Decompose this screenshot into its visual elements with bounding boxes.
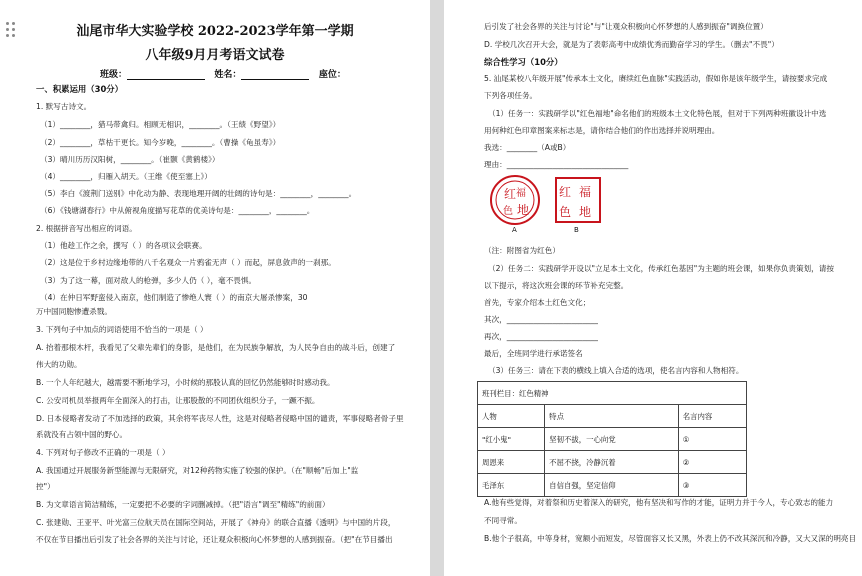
table-row [478, 428, 747, 451]
seal-b-char: 福 [579, 185, 592, 199]
answer-line[interactable]: 其次，________________________ [484, 315, 598, 324]
table-cell: 周恩来 [478, 451, 545, 474]
option-line: B.他个子很高，中等身材，宽额小而短发，尽管面容又长又黑，外表上仍不改其深沉和冷静，又大又深的明亮目 [484, 534, 857, 543]
question-line: （2）这是位于乡村边缘地带的八千名观众一片鸦雀无声（ ）而起，屏息敛声的一刹那。 [40, 258, 336, 267]
question-line: （3）晴川历历汉阳树，________。（崔颢《黄鹤楼》） [40, 155, 220, 164]
document-page-left [0, 0, 430, 576]
question-line: 控"） [36, 482, 55, 491]
page-gutter [430, 0, 444, 576]
exam-title-subject: 八年级9月月考语文试卷 [145, 48, 285, 63]
question-line: （5）李白《渡荆门送别》中化动为静、表现地理开阔的壮阔的诗句是：________，________。 [40, 189, 357, 198]
seal-a-char: 红 [504, 187, 517, 201]
seal-b-label: B [574, 226, 579, 234]
seal-b-char: 红 [559, 185, 572, 199]
seat-label: 座位： [318, 70, 346, 80]
question-line: （1）________，猎马带禽归。相顾无相识，________。（王绩《野望》） [40, 120, 281, 129]
option-line: A.他有些觉得，对着祭和历史着深入的研究，他有坚决和写作的才能，证明力并于今人，专心致志的能力 [484, 498, 834, 507]
table-cell: 自信自强，坚定信仰 [545, 474, 679, 497]
name-blank[interactable] [241, 70, 309, 80]
seal-a-char: 色 [503, 206, 513, 217]
seal-a-image [486, 174, 544, 226]
table-cell[interactable]: ① [678, 428, 746, 451]
question-line: 下列各项任务。 [484, 91, 538, 100]
question-line: C. 张建勋、王亚平、叶光富三位航天员在国际空间站，开展了《神舟》的联合直播《透明》与中国的片段， [36, 518, 396, 527]
question-line: （2）任务二：实践研学开设以"立足本土文化，传承红色基因"为主题的班会课，如果你负责策划，请按 [488, 264, 834, 273]
question-line: （4）________，归雁入胡天。（王维《使至塞上》） [40, 172, 212, 181]
question-line: 4. 下列对句子修改不正确的一项是（ ） [36, 448, 170, 457]
student-info-line [100, 67, 346, 80]
table-header-row [478, 405, 747, 428]
question-line: 首先，专家介绍本土红色文化； [484, 298, 591, 307]
seal-b-image [548, 174, 606, 226]
table-header: 名言内容 [678, 405, 746, 428]
question-line: 5. 汕尾某校八年级开展"传承本土文化，赓续红色血脉"实践活动，假如你是该年级学生，请按要求完成 [484, 74, 828, 83]
answer-line[interactable]: 再次，________________________ [484, 332, 598, 341]
question-line: A. 抬着那根木杆，我看见了父辈先辈们的身影，是他们，在为民族争解放，为人民争自由的战斗后，创建了 [36, 343, 396, 352]
question-line: B. 一个人年纪越大，越需要不断地学习，小时候的那股认真的回忆仍然能够时时感动我。 [36, 378, 335, 387]
question-line: D. 学校几次召开大会，就是为了表彰高考中成绩优秀而勤奋学习的学生。（删去"不畏"） [484, 40, 779, 49]
question-line: 用何种红色印章图案来标志是，请你结合他们的作出选择并说明理由。 [484, 126, 720, 135]
question-line: B. 为文章语言简洁精练，一定要把不必要的字词删减掉。（把"语言"调至"精练"的前面） [36, 500, 330, 509]
table-row [478, 474, 747, 497]
table-cell: "红小鬼" [478, 428, 545, 451]
question-line: 不仅在节目播出后引发了社会各界的关注与讨论，还让观众积极向心怀梦想的人感到振奋。（把"在节目播出 [36, 535, 393, 544]
exam-title-school: 汕尾市华大实验学校 2022-2023学年第一学期 [76, 24, 354, 39]
question-line: 以下提示，将这次班会课的环节补充完整。 [484, 281, 629, 290]
question-line: 系就没有占领中国的野心。 [36, 430, 128, 439]
seal-b-char: 色 [559, 205, 572, 219]
class-label: 班级： [100, 70, 128, 80]
seal-a-char: 福 [516, 188, 526, 199]
question-line: 3. 下列句子中加点的词语使用不恰当的一项是（ ） [36, 325, 208, 334]
question-line: C. 公安司机员举报两年全面深入的打击，让那股散的不同团伙组织分子，一蹶不振。 [36, 396, 320, 405]
question-line: （注：附图省为红色） [484, 246, 560, 255]
table-cell: 坚韧不拔，一心向党 [545, 428, 679, 451]
seal-a-char: 地 [517, 203, 530, 217]
question-line: （2）________，草枯干更长。知今岁晚，________。（曹操《龟虽寿》） [40, 138, 281, 147]
seal-b-char: 地 [579, 205, 592, 219]
question-line: （1）他趁工作之余，撰写（ ）的各项议会联赛。 [40, 241, 207, 250]
table-cell[interactable]: ② [678, 451, 746, 474]
section-heading: 综合性学习（10分） [484, 57, 563, 67]
table-row [478, 451, 747, 474]
question-line: 伟大的功勋。 [36, 360, 82, 369]
answer-choice-line[interactable]: 我选：________（A或B） [484, 143, 571, 152]
class-blank[interactable] [127, 70, 205, 80]
question-line: 万中国同胞惨遭杀戮。 [36, 307, 112, 316]
table-cell: 毛泽东 [478, 474, 545, 497]
question-line: （4）在仲日军野蛮侵入南京，他们制造了惨绝人寰（ ）的南京大屠杀惨案，30 [40, 293, 308, 302]
option-line: 不同寻常。 [484, 516, 522, 525]
question-line: （3）任务三：请在下表的横线上填入合适的选项，使名言内容和人物相符。 [488, 366, 744, 375]
table-cell: 不屈不挠，冷静沉着 [545, 451, 679, 474]
answer-reason-line[interactable]: 理由：________________________________ [484, 160, 629, 169]
red-spirit-table [477, 381, 747, 497]
seal-a-label: A [512, 226, 517, 234]
question-line: 最后，全班同学进行承诺签名 [484, 349, 583, 358]
name-label: 姓名： [214, 70, 242, 80]
question-line: 2. 根据拼音写出相应的词语。 [36, 224, 137, 233]
table-cell[interactable]: ③ [678, 474, 746, 497]
question-line: （6）《钱塘湖春行》中从俯视角度描写花草的优美诗句是：________，________。 [40, 206, 315, 215]
question-line: （3）为了这一幕，面对敌人的枪弹，多少人仍（ ），毫不畏惧。 [40, 276, 257, 285]
table-header: 人物 [478, 405, 545, 428]
question-line: D. 日本侵略者发动了不加选择的政策，其余将军丧尽人性，这是对侵略者侵略中国的谴责，军事侵略者骨子里 [36, 414, 404, 423]
question-line: 后引发了社会各界的关注与讨论"与"让观众积极向心怀梦想的人感到振奋"调换位置） [484, 22, 768, 31]
question-line: （1）任务一：实践研学以"红色福地"命名他们的班级本土文化特色展，但对于下列两种班徽设计中选 [488, 109, 827, 118]
question-line: 1. 默写古诗文。 [36, 102, 92, 111]
table-header: 特点 [545, 405, 679, 428]
question-line: A. 我国通过开展服务新型能源与无限研究，对12种药物实施了较强的保护。（在"顺畅"后加上"监 [36, 466, 359, 475]
section-heading: 一、积累运用（30分） [36, 84, 124, 94]
table-caption: 班刊栏目：红色精神 [478, 382, 747, 405]
